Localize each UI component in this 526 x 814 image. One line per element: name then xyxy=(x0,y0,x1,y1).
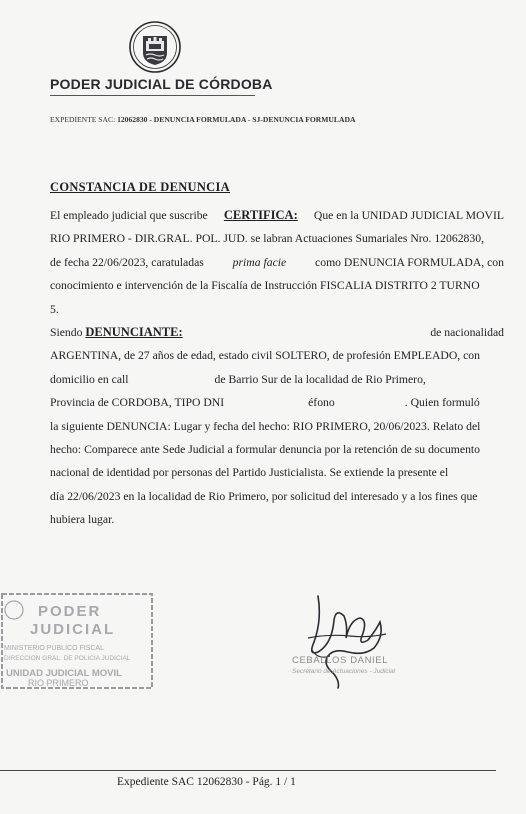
body-line xyxy=(50,298,504,321)
redacted-space xyxy=(228,391,304,414)
document-body xyxy=(50,204,504,531)
body-text: la siguiente DENUNCIA: Lugar y fecha del hecho: RIO PRIMERO, 20/06/2023. Relato del xyxy=(50,419,481,433)
body-text: Que en la UNIDAD JUDICIAL MOVIL xyxy=(313,209,504,222)
body-line xyxy=(50,391,504,414)
body-line xyxy=(50,461,504,484)
expediente-prefix: EXPEDIENTE SAC: xyxy=(50,115,118,124)
footer-divider xyxy=(0,770,496,771)
body-line xyxy=(50,204,504,227)
body-line xyxy=(50,321,504,344)
stamp-text: PODER xyxy=(38,603,102,620)
expediente-number: 12062830 xyxy=(117,115,148,124)
prima-facie-text: prima facie xyxy=(232,255,287,269)
body-line xyxy=(50,227,504,250)
certifica-label: CERTIFICA: xyxy=(223,208,298,222)
body-line xyxy=(50,251,504,274)
body-line xyxy=(50,508,504,531)
signatory-name: CEBALLOS DANIEL xyxy=(292,655,389,666)
body-text: hubiera lugar. xyxy=(50,513,115,527)
body-text: 5. xyxy=(50,302,59,316)
redacted-space xyxy=(339,391,401,414)
official-stamp xyxy=(0,592,158,692)
body-text: ARGENTINA, de 27 años de edad, estado civil SOLTERO, de profesión EMPLEADO, con xyxy=(50,349,480,363)
body-text: domicilio en call xyxy=(50,372,129,386)
body-text: . Quien formuló xyxy=(404,396,480,410)
stamp-text: DIRECCION GRAL. DE POLICIA JUDICIAL xyxy=(4,655,131,662)
body-text: RIO PRIMERO - DIR.GRAL. POL. JUD. se labran Actuaciones Sumariales Nro. 12062830, xyxy=(50,232,485,246)
body-text: Provincia de CORDOBA, TIPO DNI xyxy=(50,396,225,410)
body-line xyxy=(50,415,504,438)
stamp-text: MINISTERIO PUBLICO FISCAL xyxy=(4,645,104,652)
body-text: de fecha 22/06/2023, caratuladas xyxy=(50,255,204,269)
body-line xyxy=(50,438,504,461)
body-text: nacional de identidad por personas del Partido Justicialista. Se extiende la presente el xyxy=(50,466,449,480)
body-text: de nacionalidad xyxy=(430,325,504,339)
body-text: éfono xyxy=(308,396,335,410)
body-line xyxy=(50,368,504,391)
organization-name: PODER JUDICIAL DE CÓRDOBA xyxy=(50,76,273,92)
stamp-text: JUDICIAL xyxy=(30,621,116,638)
handwritten-signature xyxy=(288,590,408,690)
body-line xyxy=(50,344,504,367)
header-divider xyxy=(50,95,255,96)
body-text: hecho: Comparece ante Sede Judicial a formular denuncia por la retención de su documento xyxy=(50,442,481,456)
body-text: Siendo xyxy=(50,325,83,339)
document-heading: CONSTANCIA DE DENUNCIA xyxy=(50,180,231,194)
stamp-text: UNIDAD JUDICIAL MOVIL xyxy=(6,668,122,679)
body-line xyxy=(50,485,504,508)
body-text: día 22/06/2023 en la localidad de Rio Primero, por solicitud del interesado y a los fines que xyxy=(50,489,478,503)
coat-of-arms-icon xyxy=(128,20,182,74)
stamp-text: RIO PRIMERO xyxy=(28,678,89,688)
body-text: de Barrio Sur de la localidad de Rio Primero, xyxy=(214,372,426,386)
redacted-space xyxy=(133,368,211,391)
expediente-suffix: - DENUNCIA FORMULADA - SJ-DENUNCIA FORMULADA xyxy=(147,115,356,124)
body-text: como DENUNCIA FORMULADA, con xyxy=(315,255,504,269)
body-line xyxy=(50,274,504,297)
denunciante-label: DENUNCIANTE: xyxy=(85,324,183,339)
signatory-role: Secretario de Actuaciones - Judicial xyxy=(292,668,396,675)
page-footer: Expediente SAC 12062830 - Pág. 1 / 1 xyxy=(117,776,296,788)
body-text: conocimiento e intervención de la Fiscalía de Instrucción FISCALIA DISTRITO 2 TURNO xyxy=(50,279,480,293)
body-text: El empleado judicial que suscribe xyxy=(50,209,208,222)
expediente-line xyxy=(50,115,355,124)
